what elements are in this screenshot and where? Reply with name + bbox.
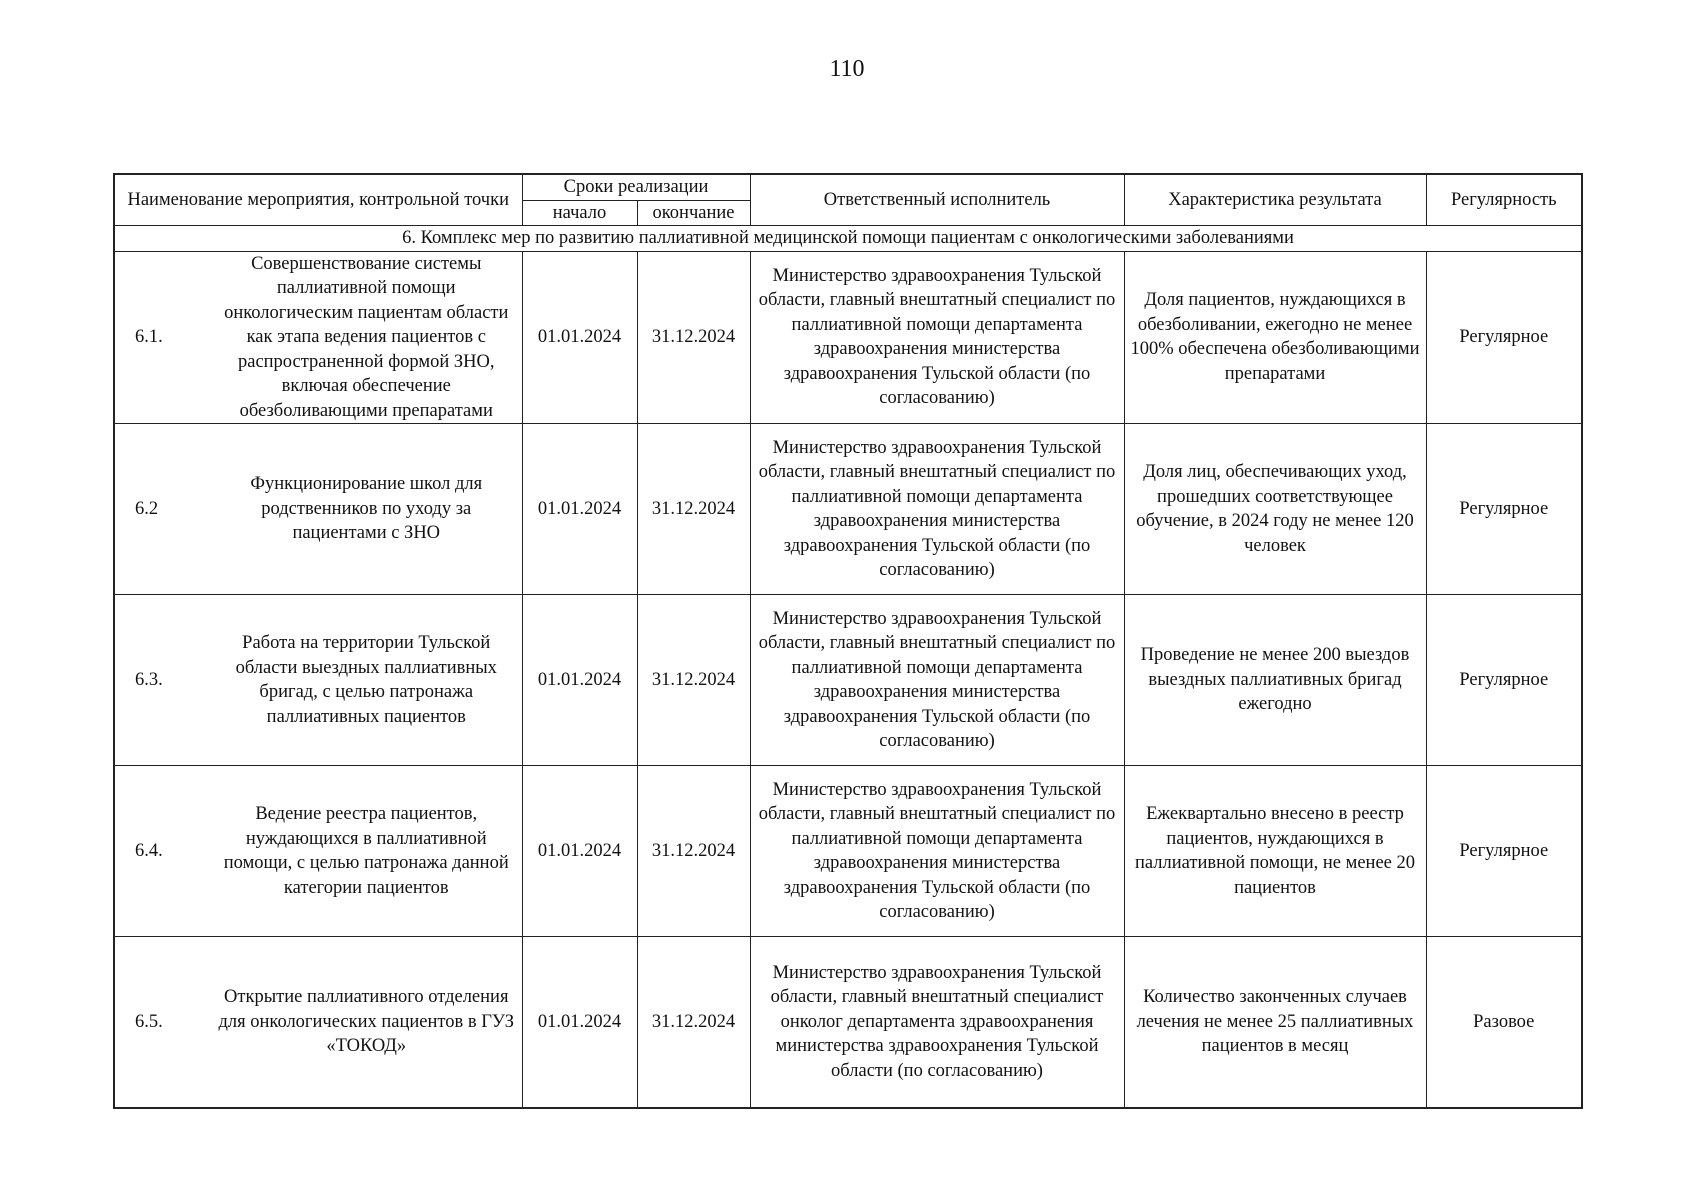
result-text: Количество законченных случаев лечения не менее 25 паллиативных пациентов в месяц — [1124, 937, 1426, 1109]
table-row — [114, 766, 1582, 937]
regularity-text: Регулярное — [1426, 766, 1582, 937]
start-date: 01.01.2024 — [522, 424, 637, 595]
executor-text: Министерство здравоохранения Тульской области, главный внештатный специалист онколог департамента здравоохранения министерства здравоохранения Тульской области (по согласованию) — [750, 937, 1124, 1109]
result-text: Ежеквартально внесено в реестр пациентов, нуждающихся в паллиативной помощи, не менее 20 пациентов — [1124, 766, 1426, 937]
end-date: 31.12.2024 — [637, 251, 750, 424]
activities-table — [113, 173, 1583, 1109]
page-number: 110 — [829, 56, 865, 82]
activity-title: Работа на территории Тульской области выездных паллиативных бригад, с целью патронажа паллиативных пациентов — [235, 633, 497, 727]
activity-cell — [114, 251, 522, 424]
activity-cell — [114, 424, 522, 595]
end-date: 31.12.2024 — [637, 937, 750, 1109]
table-row — [114, 937, 1582, 1109]
activity-cell — [114, 766, 522, 937]
activity-cell — [114, 595, 522, 766]
table-row — [114, 251, 1582, 424]
header-regularity: Регулярность — [1426, 174, 1582, 226]
end-date: 31.12.2024 — [637, 595, 750, 766]
regularity-text: Регулярное — [1426, 251, 1582, 424]
section-title: 6. Комплекс мер по развитию паллиативной медицинской помощи пациентам с онкологическими заболеваниями — [114, 226, 1582, 252]
regularity-text: Регулярное — [1426, 424, 1582, 595]
row-number: 6.2 — [135, 498, 159, 519]
end-date: 31.12.2024 — [637, 424, 750, 595]
header-period: Сроки реализации — [522, 174, 750, 200]
row-number: 6.4. — [135, 840, 163, 861]
result-text: Проведение не менее 200 выездов выездных паллиативных бригад ежегодно — [1124, 595, 1426, 766]
header-end: окончание — [637, 200, 750, 226]
regularity-text: Разовое — [1426, 937, 1582, 1109]
header-start: начало — [522, 200, 637, 226]
header-executor: Ответственный исполнитель — [750, 174, 1124, 226]
regularity-text: Регулярное — [1426, 595, 1582, 766]
header-result: Характеристика результата — [1124, 174, 1426, 226]
start-date: 01.01.2024 — [522, 251, 637, 424]
executor-text: Министерство здравоохранения Тульской области, главный внештатный специалист по паллиативной помощи департамента здравоохранения министерства здравоохранения Тульской области (по согласованию) — [750, 424, 1124, 595]
executor-text: Министерство здравоохранения Тульской области, главный внештатный специалист по паллиативной помощи департамента здравоохранения министерства здравоохранения Тульской области (по согласованию) — [750, 766, 1124, 937]
table-row — [114, 424, 1582, 595]
table-row — [114, 595, 1582, 766]
result-text: Доля лиц, обеспечивающих уход, прошедших соответствующее обучение, в 2024 году не менее 120 человек — [1124, 424, 1426, 595]
activity-title: Совершенствование системы паллиативной помощи онкологическим пациентам области как этапа ведения пациентов с распространенной формой ЗНО, включая обеспечение обезболивающими препаратами — [224, 253, 509, 421]
result-text: Доля пациентов, нуждающихся в обезболивании, ежегодно не менее 100% обеспечена обезболивающими препаратами — [1124, 251, 1426, 424]
end-date: 31.12.2024 — [637, 766, 750, 937]
start-date: 01.01.2024 — [522, 937, 637, 1109]
header-name: Наименование мероприятия, контрольной точки — [114, 174, 522, 226]
executor-text: Министерство здравоохранения Тульской области, главный внештатный специалист по паллиативной помощи департамента здравоохранения министерства здравоохранения Тульской области (по согласованию) — [750, 251, 1124, 424]
start-date: 01.01.2024 — [522, 766, 637, 937]
start-date: 01.01.2024 — [522, 595, 637, 766]
executor-text: Министерство здравоохранения Тульской области, главный внештатный специалист по паллиативной помощи департамента здравоохранения министерства здравоохранения Тульской области (по согласованию) — [750, 595, 1124, 766]
row-number: 6.5. — [135, 1011, 163, 1032]
activity-title: Открытие паллиативного отделения для онкологических пациентов в ГУЗ «ТОКОД» — [218, 987, 515, 1057]
activity-cell — [114, 937, 522, 1109]
activity-title: Функционирование школ для родственников по уходу за пациентами с ЗНО — [250, 474, 483, 544]
activity-title: Ведение реестра пациентов, нуждающихся в паллиативной помощи, с целью патронажа данной категории пациентов — [223, 804, 509, 898]
row-number: 6.3. — [135, 669, 163, 690]
row-number: 6.1. — [135, 327, 163, 347]
